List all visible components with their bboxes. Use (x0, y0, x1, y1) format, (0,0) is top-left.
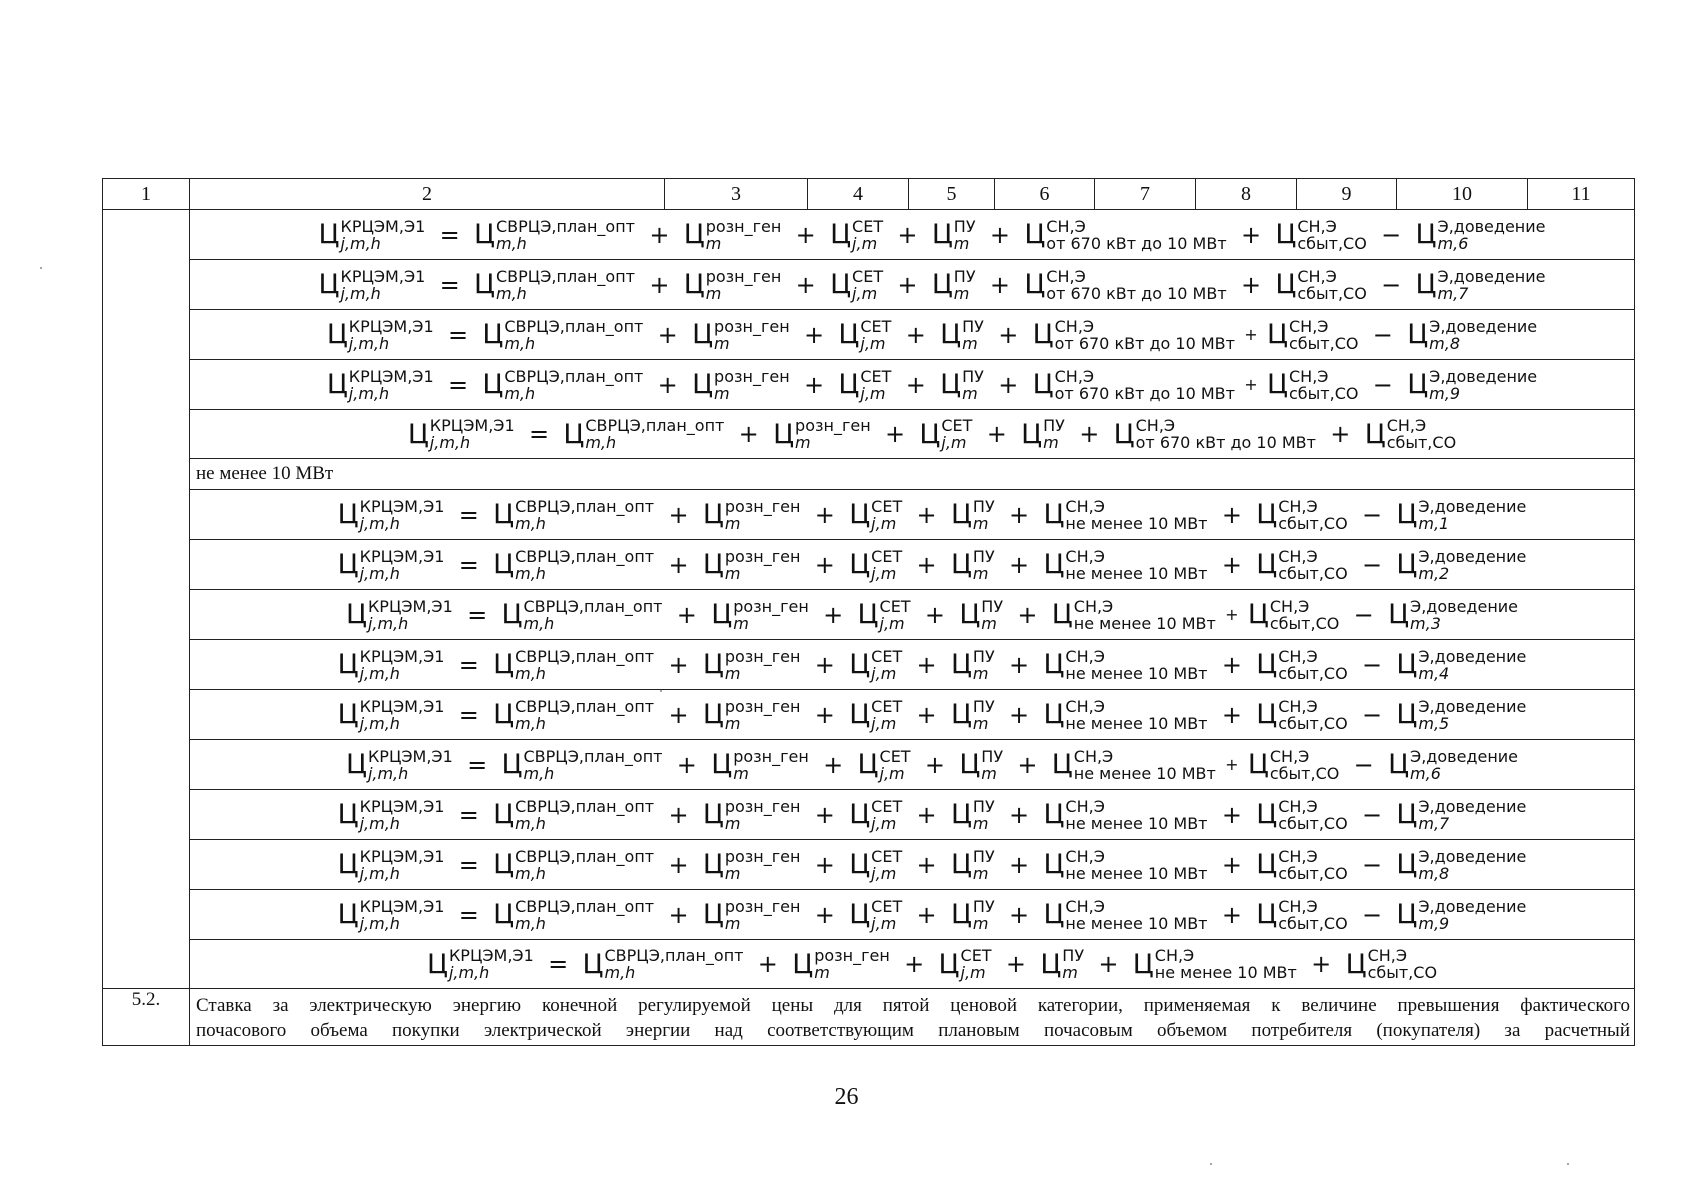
plus-sign: + (1221, 550, 1242, 579)
plus-sign: + (1098, 950, 1119, 978)
plus-sign: + (1009, 850, 1030, 879)
retail-generation-term: Ц розн_ген m (702, 496, 801, 533)
sales-markup-term: Ц СН,Э сбыт,СО (1275, 216, 1367, 253)
item-number-cell (103, 210, 190, 989)
capacity-range-term: Ц СН,Э не менее 10 МВт (1043, 846, 1208, 883)
capacity-range-term: Ц СН,Э от 670 кВт до 10 МВт (1032, 366, 1235, 403)
capacity-range-term: Ц СН,Э от 670 кВт до 10 МВт (1032, 316, 1235, 353)
wholesale-price-term: Ц СВРЦЭ,план_опт m,h (582, 946, 744, 982)
lhs-term: Ц КРЦЭМ,Э1 j,m,h (326, 366, 434, 403)
sales-markup-term: Ц СН,Э сбыт,СО (1256, 546, 1348, 583)
adjustment-term: Ц Э,доведение m,7 (1396, 796, 1527, 833)
col-header: 11 (1528, 179, 1635, 210)
wholesale-price-term: Ц СВРЦЭ,план_опт m,h (474, 266, 635, 303)
equals-sign: = (528, 420, 550, 448)
network-term: Ц СЕТ j,m (830, 216, 884, 253)
services-term: Ц ПУ m (940, 366, 984, 403)
formula-row (103, 260, 1635, 310)
equals-sign: = (458, 650, 479, 679)
network-term: Ц СЕТ j,m (849, 546, 903, 583)
formula-cell (190, 790, 1635, 840)
formula-row (103, 840, 1635, 890)
description-line: Ставка за электрическую энергию конечной регулируемой цены для пятой ценовой категории, применяемая к величине превышения фактического (196, 995, 1630, 1016)
col-header: 7 (1095, 179, 1196, 210)
plus-sign: + (676, 750, 697, 779)
adjustment-term: Ц Э,доведение m,7 (1415, 266, 1546, 303)
plus-sign: + (668, 650, 689, 679)
formula-row (103, 490, 1635, 540)
minus-sign: − (1361, 850, 1383, 879)
formula-row (103, 890, 1635, 940)
services-term: Ц ПУ m (1040, 946, 1085, 982)
network-term: Ц СЕТ j,m (857, 746, 911, 783)
formula-cell (190, 260, 1635, 310)
plus-sign: + (668, 800, 689, 829)
sales-markup-term: Ц СН,Э сбыт,СО (1256, 696, 1348, 733)
plus-sign: + (1005, 950, 1026, 978)
services-term: Ц ПУ m (931, 266, 976, 303)
services-term: Ц ПУ m (959, 746, 1004, 783)
formula-row (103, 210, 1635, 260)
network-term: Ц СЕТ j,m (919, 416, 973, 452)
formula-cell (190, 890, 1635, 940)
retail-generation-term: Ц розн_ген m (702, 796, 801, 833)
equals-sign: = (458, 550, 479, 579)
lhs-term: Ц КРЦЭМ,Э1 j,m,h (337, 696, 445, 733)
adjustment-term: Ц Э,доведение m,9 (1396, 896, 1527, 933)
plus-sign: + (1225, 755, 1239, 774)
lhs-term: Ц КРЦЭМ,Э1 j,m,h (345, 746, 453, 783)
price-formula (427, 947, 1437, 981)
plus-sign: + (897, 270, 918, 299)
formula-cell (190, 940, 1635, 989)
capacity-range-term: Ц СН,Э не менее 10 МВт (1043, 646, 1208, 683)
price-formula (327, 368, 1537, 402)
equals-sign: = (458, 700, 479, 729)
plus-sign: + (905, 320, 926, 349)
sales-markup-term: Ц СН,Э сбыт,СО (1256, 646, 1348, 683)
plus-sign: + (916, 500, 937, 529)
retail-generation-term: Ц розн_ген m (773, 416, 871, 452)
plus-sign: + (814, 850, 835, 879)
capacity-range-term: Ц СН,Э от 670 кВт до 10 МВт (1024, 266, 1227, 303)
formula-cell (190, 840, 1635, 890)
lhs-term: Ц КРЦЭМ,Э1 j,m,h (318, 266, 426, 303)
column-number-row (103, 179, 1635, 210)
network-term: Ц СЕТ j,m (838, 316, 892, 353)
retail-generation-term: Ц розн_ген m (702, 696, 801, 733)
formula-row (103, 360, 1635, 410)
formula-row (103, 940, 1635, 989)
lhs-term: Ц КРЦЭМ,Э1 j,m,h (337, 646, 445, 683)
services-term: Ц ПУ m (950, 796, 995, 833)
formula-cell (190, 310, 1635, 360)
formula-row (103, 690, 1635, 740)
equals-sign: = (458, 900, 479, 929)
retail-generation-term: Ц розн_ген m (711, 746, 809, 783)
adjustment-term: Ц Э,доведение m,2 (1396, 546, 1527, 583)
wholesale-price-term: Ц СВРЦЭ,план_опт m,h (563, 416, 725, 452)
plus-sign: + (1009, 550, 1030, 579)
adjustment-term: Ц Э,доведение m,5 (1396, 696, 1527, 733)
network-term: Ц СЕТ j,m (830, 266, 884, 303)
capacity-range-term: Ц СН,Э от 670 кВт до 10 МВт (1113, 416, 1316, 452)
lhs-term: Ц КРЦЭМ,Э1 j,m,h (337, 546, 445, 583)
plus-sign: + (1330, 420, 1351, 448)
retail-generation-term: Ц розн_ген m (702, 646, 801, 683)
plus-sign: + (676, 600, 697, 629)
equals-sign: = (447, 320, 469, 349)
wholesale-price-term: Ц СВРЦЭ,план_опт m,h (493, 546, 655, 583)
services-term: Ц ПУ m (1021, 416, 1065, 452)
wholesale-price-term: Ц СВРЦЭ,план_опт m,h (493, 696, 655, 733)
price-formula (338, 898, 1527, 932)
price-formula (338, 698, 1527, 732)
tariff-table (102, 178, 1635, 1046)
retail-generation-term: Ц розн_ген m (702, 896, 801, 933)
formula-cell (190, 360, 1635, 410)
formula-row (103, 790, 1635, 840)
plus-sign: + (1221, 650, 1242, 679)
adjustment-term: Ц Э,доведение m,4 (1396, 646, 1527, 683)
plus-sign: + (814, 500, 835, 529)
col-header: 2 (190, 179, 665, 210)
lhs-term: Ц КРЦЭМ,Э1 j,m,h (337, 846, 445, 883)
network-term: Ц СЕТ j,m (857, 596, 911, 633)
adjustment-term: Ц Э,доведение m,9 (1407, 366, 1538, 403)
wholesale-price-term: Ц СВРЦЭ,план_опт m,h (474, 216, 635, 253)
section-label: не менее 10 МВт (190, 459, 1635, 490)
plus-sign: + (1244, 325, 1258, 344)
plus-sign: + (924, 600, 945, 629)
plus-sign: + (904, 950, 925, 978)
formula-row (103, 310, 1635, 360)
network-term: Ц СЕТ j,m (849, 896, 903, 933)
capacity-range-term: Ц СН,Э от 670 кВт до 10 МВт (1024, 216, 1227, 253)
sales-markup-term: Ц СН,Э сбыт,СО (1267, 366, 1359, 403)
lhs-term: Ц КРЦЭМ,Э1 j,m,h (426, 946, 534, 982)
wholesale-price-term: Ц СВРЦЭ,план_опт m,h (493, 796, 655, 833)
equals-sign: = (548, 950, 569, 978)
price-formula (338, 848, 1527, 882)
scan-speck (1210, 1163, 1212, 1165)
price-formula (408, 417, 1456, 451)
plus-sign: + (1009, 800, 1030, 829)
capacity-range-term: Ц СН,Э не менее 10 МВт (1043, 696, 1208, 733)
wholesale-price-term: Ц СВРЦЭ,план_опт m,h (501, 596, 663, 633)
plus-sign: + (668, 900, 689, 929)
plus-sign: + (916, 550, 937, 579)
minus-sign: − (1361, 550, 1383, 579)
services-term: Ц ПУ m (950, 896, 995, 933)
network-term: Ц СЕТ j,m (849, 696, 903, 733)
adjustment-term: Ц Э,доведение m,8 (1407, 316, 1538, 353)
plus-sign: + (795, 220, 816, 249)
capacity-range-term: Ц СН,Э не менее 10 МВт (1043, 496, 1208, 533)
capacity-range-term: Ц СН,Э не менее 10 МВт (1043, 896, 1208, 933)
capacity-range-term: Ц СН,Э не менее 10 МВт (1043, 546, 1208, 583)
item-number: 5.2. (103, 989, 190, 1046)
plus-sign: + (803, 370, 825, 399)
services-term: Ц ПУ m (940, 316, 984, 353)
capacity-range-term: Ц СН,Э не менее 10 МВт (1043, 796, 1208, 833)
price-formula (346, 598, 1518, 632)
plus-sign: + (814, 650, 835, 679)
price-formula (338, 498, 1527, 532)
plus-sign: + (1017, 750, 1038, 779)
price-formula (327, 318, 1537, 352)
price-formula (338, 648, 1527, 682)
plus-sign: + (1009, 500, 1030, 529)
equals-sign: = (458, 800, 479, 829)
plus-sign: + (916, 900, 937, 929)
lhs-term: Ц КРЦЭМ,Э1 j,m,h (345, 596, 453, 633)
plus-sign: + (1244, 375, 1258, 394)
plus-sign: + (649, 270, 670, 299)
network-term: Ц СЕТ j,m (849, 846, 903, 883)
plus-sign: + (814, 700, 835, 729)
plus-sign: + (1017, 600, 1038, 629)
retail-generation-term: Ц розн_ген m (711, 596, 809, 633)
lhs-term: Ц КРЦЭМ,Э1 j,m,h (337, 896, 445, 933)
plus-sign: + (814, 800, 835, 829)
plus-sign: + (823, 750, 844, 779)
capacity-range-term: Ц СН,Э не менее 10 МВт (1132, 946, 1297, 982)
section-row (103, 459, 1635, 490)
network-term: Ц СЕТ j,m (849, 646, 903, 683)
services-term: Ц ПУ m (931, 216, 976, 253)
equals-sign: = (458, 850, 479, 879)
plus-sign: + (803, 320, 825, 349)
plus-sign: + (1221, 900, 1242, 929)
services-term: Ц ПУ m (959, 596, 1004, 633)
plus-sign: + (1079, 420, 1100, 448)
sales-markup-term: Ц СН,Э сбыт,СО (1247, 596, 1340, 633)
formula-row (103, 540, 1635, 590)
lhs-term: Ц КРЦЭМ,Э1 j,m,h (337, 796, 445, 833)
plus-sign: + (989, 220, 1010, 249)
plus-sign: + (1311, 950, 1332, 978)
formula-cell (190, 590, 1635, 640)
services-term: Ц ПУ m (950, 546, 995, 583)
services-term: Ц ПУ m (950, 646, 995, 683)
plus-sign: + (814, 900, 835, 929)
sales-markup-term: Ц СН,Э сбыт,СО (1256, 896, 1348, 933)
adjustment-term: Ц Э,доведение m,6 (1388, 746, 1519, 783)
retail-generation-term: Ц розн_ген m (683, 216, 782, 253)
item-description-cell (190, 989, 1635, 1046)
services-term: Ц ПУ m (950, 696, 995, 733)
plus-sign: + (668, 500, 689, 529)
plus-sign: + (916, 700, 937, 729)
formula-row (103, 410, 1635, 459)
scan-speck (660, 690, 662, 692)
lhs-term: Ц КРЦЭМ,Э1 j,m,h (337, 496, 445, 533)
minus-sign: − (1353, 750, 1374, 779)
plus-sign: + (1221, 700, 1242, 729)
col-header: 9 (1297, 179, 1397, 210)
minus-sign: − (1381, 270, 1402, 299)
col-header: 3 (665, 179, 808, 210)
plus-sign: + (757, 950, 778, 978)
adjustment-term: Ц Э,доведение m,8 (1396, 846, 1527, 883)
plus-sign: + (916, 650, 937, 679)
plus-sign: + (905, 370, 926, 399)
sales-markup-term: Ц СН,Э сбыт,СО (1256, 846, 1348, 883)
plus-sign: + (1009, 650, 1030, 679)
adjustment-term: Ц Э,доведение m,3 (1388, 596, 1519, 633)
equals-sign: = (467, 600, 488, 629)
sales-markup-term: Ц СН,Э сбыт,СО (1256, 496, 1348, 533)
minus-sign: − (1372, 320, 1393, 349)
price-formula (318, 218, 1545, 252)
capacity-range-term: Ц СН,Э не менее 10 МВт (1051, 596, 1216, 633)
network-term: Ц СЕТ j,m (849, 796, 903, 833)
item-row (103, 989, 1635, 1046)
lhs-term: Ц КРЦЭМ,Э1 j,m,h (407, 416, 515, 452)
network-term: Ц СЕТ j,m (849, 496, 903, 533)
formula-row (103, 590, 1635, 640)
retail-generation-term: Ц розн_ген m (683, 266, 782, 303)
plus-sign: + (668, 550, 689, 579)
wholesale-price-term: Ц СВРЦЭ,план_опт m,h (493, 496, 655, 533)
plus-sign: + (884, 420, 906, 448)
plus-sign: + (668, 850, 689, 879)
plus-sign: + (1009, 900, 1030, 929)
plus-sign: + (1221, 850, 1242, 879)
formula-cell (190, 210, 1635, 260)
col-header: 5 (909, 179, 995, 210)
plus-sign: + (657, 370, 678, 399)
plus-sign: + (1221, 500, 1242, 529)
col-header: 6 (995, 179, 1095, 210)
scan-speck (40, 267, 42, 269)
plus-sign: + (823, 600, 844, 629)
plus-sign: + (924, 750, 945, 779)
price-formula (318, 268, 1545, 302)
col-header: 4 (808, 179, 909, 210)
col-header: 1 (103, 179, 190, 210)
network-term: Ц СЕТ j,m (938, 946, 992, 982)
wholesale-price-term: Ц СВРЦЭ,план_опт m,h (493, 646, 655, 683)
formula-cell (190, 690, 1635, 740)
sales-markup-term: Ц СН,Э сбыт,СО (1247, 746, 1340, 783)
plus-sign: + (998, 370, 1019, 399)
formula-cell (190, 410, 1635, 459)
formula-row (103, 740, 1635, 790)
minus-sign: − (1361, 500, 1383, 529)
page-number: 26 (834, 1084, 859, 1110)
formula-cell (190, 640, 1635, 690)
minus-sign: − (1353, 600, 1374, 629)
sales-markup-term: Ц СН,Э сбыт,СО (1345, 946, 1438, 982)
plus-sign: + (1240, 220, 1262, 249)
col-header: 8 (1196, 179, 1297, 210)
col-header: 10 (1397, 179, 1528, 210)
plus-sign: + (738, 420, 759, 448)
plus-sign: + (897, 220, 918, 249)
wholesale-price-term: Ц СВРЦЭ,план_опт m,h (482, 316, 644, 353)
services-term: Ц ПУ m (950, 496, 995, 533)
plus-sign: + (649, 220, 670, 249)
plus-sign: + (657, 320, 678, 349)
wholesale-price-term: Ц СВРЦЭ,план_опт m,h (482, 366, 644, 403)
price-formula (338, 798, 1527, 832)
adjustment-term: Ц Э,доведение m,6 (1415, 216, 1546, 253)
sales-markup-term: Ц СН,Э сбыт,СО (1275, 266, 1367, 303)
minus-sign: − (1361, 650, 1383, 679)
price-formula (338, 548, 1527, 582)
capacity-range-term: Ц СН,Э не менее 10 МВт (1051, 746, 1216, 783)
formula-cell (190, 540, 1635, 590)
plus-sign: + (1240, 270, 1262, 299)
equals-sign: = (467, 750, 488, 779)
retail-generation-term: Ц розн_ген m (702, 846, 801, 883)
item-description (190, 989, 1634, 1045)
price-formula (346, 748, 1518, 782)
minus-sign: − (1361, 900, 1383, 929)
plus-sign: + (1221, 800, 1242, 829)
minus-sign: − (1381, 220, 1402, 249)
retail-generation-term: Ц розн_ген m (692, 366, 790, 403)
network-term: Ц СЕТ j,m (838, 366, 892, 403)
plus-sign: + (795, 270, 816, 299)
equals-sign: = (439, 220, 460, 249)
retail-generation-term: Ц розн_ген m (702, 546, 801, 583)
description-line: почасового объема покупки электрической энергии над соответствующим плановым почасовым объемом потребителя (покупателя) за расчетный (196, 1020, 1630, 1041)
plus-sign: + (1225, 605, 1239, 624)
minus-sign: − (1372, 370, 1393, 399)
retail-generation-term: Ц розн_ген m (792, 946, 890, 982)
equals-sign: = (439, 270, 460, 299)
adjustment-term: Ц Э,доведение m,1 (1396, 496, 1527, 533)
equals-sign: = (458, 500, 479, 529)
wholesale-price-term: Ц СВРЦЭ,план_опт m,h (493, 896, 655, 933)
services-term: Ц ПУ m (950, 846, 995, 883)
wholesale-price-term: Ц СВРЦЭ,план_опт m,h (501, 746, 663, 783)
sales-markup-term: Ц СН,Э сбыт,СО (1267, 316, 1359, 353)
minus-sign: − (1361, 700, 1383, 729)
retail-generation-term: Ц розн_ген m (692, 316, 790, 353)
formula-row (103, 640, 1635, 690)
formula-cell (190, 490, 1635, 540)
plus-sign: + (668, 700, 689, 729)
sales-markup-term: Ц СН,Э сбыт,СО (1256, 796, 1348, 833)
plus-sign: + (998, 320, 1019, 349)
lhs-term: Ц КРЦЭМ,Э1 j,m,h (318, 216, 426, 253)
plus-sign: + (1009, 700, 1030, 729)
formula-cell (190, 740, 1635, 790)
minus-sign: − (1361, 800, 1383, 829)
scan-speck (1567, 1163, 1569, 1165)
plus-sign: + (986, 420, 1007, 448)
sales-markup-term: Ц СН,Э сбыт,СО (1364, 416, 1457, 452)
plus-sign: + (989, 270, 1010, 299)
plus-sign: + (814, 550, 835, 579)
plus-sign: + (916, 850, 937, 879)
wholesale-price-term: Ц СВРЦЭ,план_опт m,h (493, 846, 655, 883)
plus-sign: + (916, 800, 937, 829)
equals-sign: = (447, 370, 469, 399)
lhs-term: Ц КРЦЭМ,Э1 j,m,h (326, 316, 434, 353)
